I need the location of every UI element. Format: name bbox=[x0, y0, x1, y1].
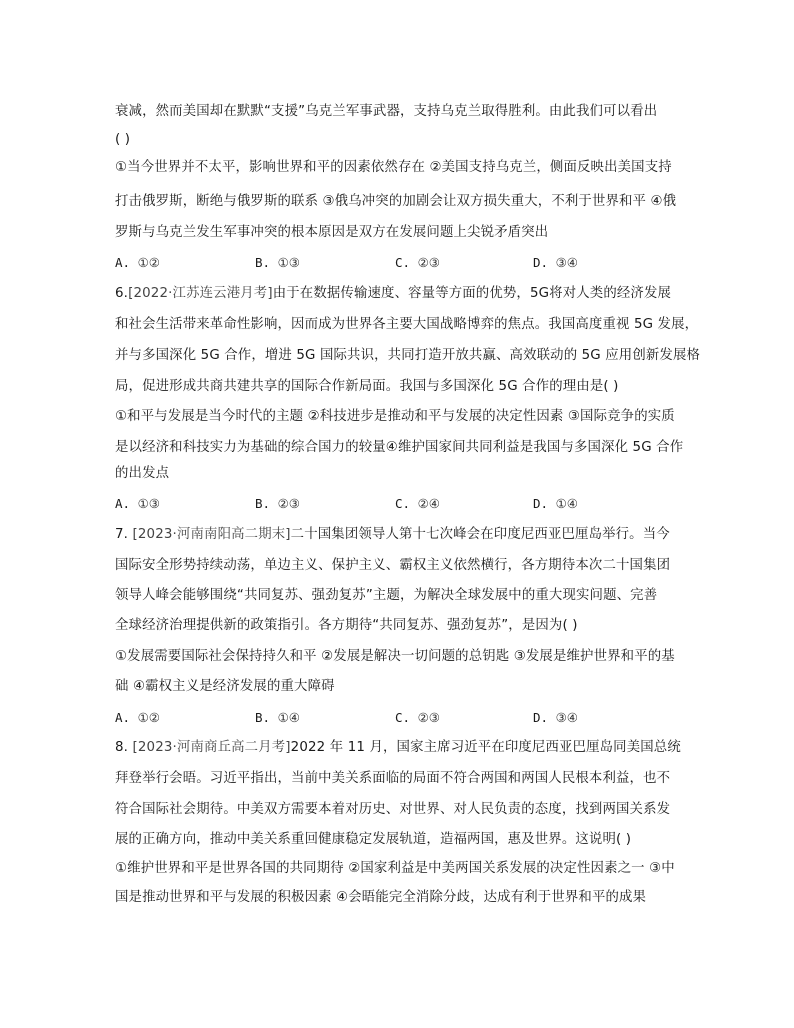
q8-stem-line: 符合国际社会期待。中美双方需要本着对历史、对世界、对人民负责的态度，找到两国关系发 bbox=[115, 802, 671, 817]
q6-stem-line: 和社会生活带来革命性影响，因而成为世界各主要大国战略博弈的焦点。我国高度重视 5G 发展， bbox=[115, 317, 699, 332]
q7-statement-line: 础 ④霸权主义是经济发展的重大障碍 bbox=[115, 679, 335, 694]
q7-option-b[interactable]: B. ①④ bbox=[255, 710, 301, 725]
q5-option-a[interactable]: A. ①② bbox=[115, 255, 161, 270]
q7-stem-line: 全球经济治理提供新的政策指引。各方期待“共同复苏、强劲复苏”，是因为( ) bbox=[115, 618, 578, 633]
q5-answer-blank: ( ) bbox=[115, 132, 131, 147]
q6-source: [2022·江苏连云港月考] bbox=[128, 286, 273, 301]
q6-stem-line: 6.[2022·江苏连云港月考]由于在数据传输速度、容量等方面的优势，5G将对人类的经济发展 bbox=[115, 286, 672, 301]
q6-number: 6. bbox=[115, 286, 129, 301]
q6-statement-line: ①和平与发展是当今时代的主题 ②科技进步是推动和平与发展的决定性因素 ③国际竞争的实质 bbox=[115, 409, 675, 424]
q6-stem-line: 局，促进形成共商共建共享的国际合作新局面。我国与多国深化 5G 合作的理由是( ) bbox=[115, 379, 619, 394]
q6-option-d[interactable]: D. ①④ bbox=[533, 496, 579, 511]
q5-option-c[interactable]: C. ②③ bbox=[395, 255, 441, 270]
q8-statement-line: 国是推动世界和平与发展的积极因素 ④会晤能完全消除分歧，达成有利于世界和平的成果 bbox=[115, 890, 647, 905]
q7-number: 7. bbox=[115, 527, 129, 542]
q7-stem-line: 7. [2023·河南南阳高二期末]二十国集团领导人第十七次峰会在印度尼西亚巴厘岛举行。当今 bbox=[115, 527, 670, 542]
q6-option-a[interactable]: A. ①③ bbox=[115, 496, 161, 511]
q5-statement-line: ①当今世界并不太平，影响世界和平的因素依然存在 ②美国支持乌克兰，侧面反映出美国支持 bbox=[115, 160, 672, 175]
q7-stem-line: 国际安全形势持续动荡，单边主义、保护主义、霸权主义依然横行，各方期待本次二十国集团 bbox=[115, 558, 671, 573]
q5-option-d[interactable]: D. ③④ bbox=[533, 255, 579, 270]
q5-option-b[interactable]: B. ①③ bbox=[255, 255, 301, 270]
q7-option-a[interactable]: A. ①② bbox=[115, 710, 161, 725]
q5-statement-line: 罗斯与乌克兰发生军事冲突的根本原因是双方在发展问题上尖锐矛盾突出 bbox=[115, 225, 549, 240]
q5-statement-line: 打击俄罗斯，断绝与俄罗斯的联系 ③俄乌冲突的加剧会让双方损失重大，不利于世界和平 ④俄 bbox=[115, 194, 677, 209]
q6-statement-line: 是以经济和科技实力为基础的综合国力的较量④维护国家间共同利益是我国与多国深化 5G 合作 bbox=[115, 440, 684, 455]
q7-stem-line: 领导人峰会能够围绕“共同复苏、强劲复苏”主题，为解决全球发展中的重大现实问题、完善 bbox=[115, 588, 658, 603]
q8-number: 8. bbox=[115, 740, 129, 755]
q8-stem-line: 拜登举行会晤。习近平指出，当前中美关系面临的局面不符合两国和两国人民根本利益，也不 bbox=[115, 771, 671, 786]
q7-option-d[interactable]: D. ③④ bbox=[533, 710, 579, 725]
q7-source: [2023·河南南阳高二期末] bbox=[132, 527, 291, 542]
q8-stem-line: 展的正确方向，推动中美关系重回健康稳定发展轨道，造福两国，惠及世界。这说明( ) bbox=[115, 832, 632, 847]
q7-option-c[interactable]: C. ②③ bbox=[395, 710, 441, 725]
q8-statement-line: ①维护世界和平是世界各国的共同期待 ②国家利益是中美两国关系发展的决定性因素之一 ③中 bbox=[115, 861, 675, 876]
q6-option-b[interactable]: B. ②③ bbox=[255, 496, 301, 511]
q6-stem-line: 并与多国深化 5G 合作，增进 5G 国际共识，共同打造开放共赢、高效联动的 5G 应用创新发展格 bbox=[115, 348, 701, 363]
q8-stem-line: 8. [2023·河南商丘高二月考]2022 年 11 月，国家主席习近平在印度尼西亚巴厘岛同美国总统 bbox=[115, 740, 681, 755]
q6-statement-line: 的出发点 bbox=[115, 466, 170, 481]
q7-statement-line: ①发展需要国际社会保持持久和平 ②发展是解决一切问题的总钥匙 ③发展是维护世界和平的基 bbox=[115, 649, 675, 664]
q6-option-c[interactable]: C. ②④ bbox=[395, 496, 441, 511]
q5-stem-line: 衰减，然而美国却在默默“支援”乌克兰军事武器，支持乌克兰取得胜利。由此我们可以看出 bbox=[115, 104, 658, 119]
q8-source: [2023·河南商丘高二月考] bbox=[132, 740, 291, 755]
